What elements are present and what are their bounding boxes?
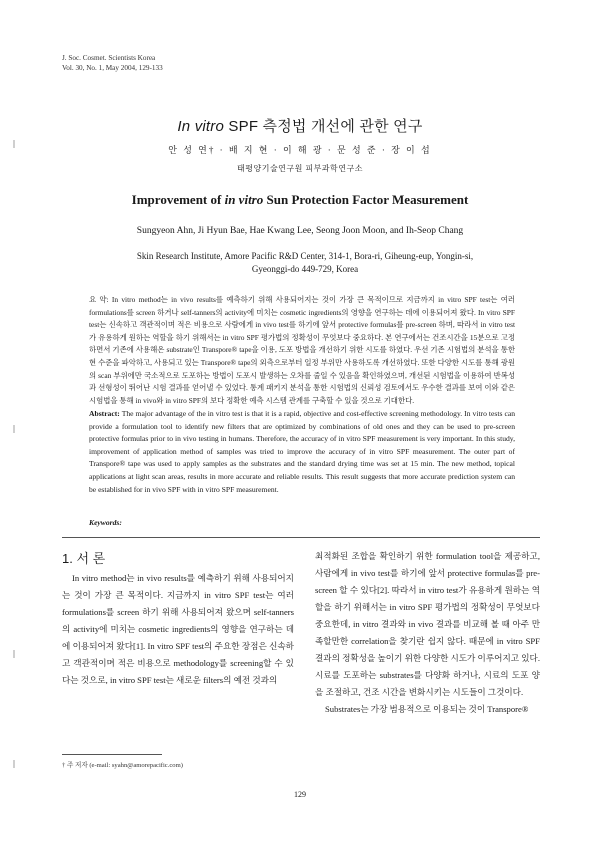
english-abstract-text: The major advantage of the in vitro test is that it is a rapid, objective and cost-effective screening methodology. In vitro tests can provide a formulation tool to identify new filters that are optimized by combinations of old ones and they can be used to pre-screen protective formulas prior to in vivo testing in humans. Therefore, the accuracy of in vitro SPF measurement is very important. In this study, improvement of application method of samples was tried to improve the accuracy of in vitro SPF measurement. The outer part of Transpore® tape was used to apply samples as the substrates and the standard drying time was set at 15 min. The new method, topical applications at light scan areas, results in more accurate and reliable results. This result suggests that more accurate prediction system can be established for in vivo SPF with in vitro SPF measurement. <box>89 409 515 494</box>
korean-title-rest: SPF 측정법 개선에 관한 연구 <box>224 118 423 135</box>
korean-title <box>0 115 600 136</box>
english-title-italic: in vitro <box>224 192 264 207</box>
korean-abstract-text: In vitro method는 in vivo results를 예측하기 위해 사용되어지는 것이 가장 큰 목적이므로 지금까지 in vitro SPF test는 여러 formulations를 screen 하거나 self-tanners의 activity에 미치는 cosmetic ingredients의 영향을 연구하는 데에 이용되어져 왔다. In vitro SPF test는 신속하고 객관적이며 적은 비용으로 사람에게 in vivo test를 하기에 앞서 protective formulas를 pre-screen 하며, 따라서 in vitro test가 유용하게 원하는 역할을 하기 위해서는 in vitro SPF 평가법의 정확성이 무엇보다 중요하다. 본 연구에서는 건조시간을 15분으로 고정하면서 기존에 사용해온 substrate인 Transpore® tape을 이용, 도포 방법을 개선하기 위한 시도를 하였다. 우선 기존 시험법의 분석을 통한 현 수준을 파악하고, 사용되고 있는 Transpore® tape의 외측으로부터 일정 부위만 사용하도록 개선하였다. 또한 다양한 시도를 통해 광원의 scan 부위에만 국소적으로 도포하는 방법이 도포시 발생하는 오차를 줄일 수 있음을 확인하였으며, 개선된 시험법을 이용하여 반복성과 선형성이 뛰어난 시험 결과를 얻어낼 수 있었다. 통계 패키지 분석을 통한 시험법의 신뢰성 검토에서도 우수한 결과를 보여 이와 같은 시험법을 통해 in vivo와 in vitro SPF의 보다 정확한 예측 시스템 관계를 구축할 수 있을 것으로 기대한다. <box>89 295 516 405</box>
corresponding-author-footnote: † 주 저자 (e-mail: syahn@amorepacific.com) <box>62 762 183 769</box>
english-title-pre: Improvement of <box>131 192 225 207</box>
footnote-rule <box>62 754 162 755</box>
korean-authors: 안 성 연† · 배 지 현 · 이 해 광 · 문 성 준 · 장 이 섭 <box>168 145 432 155</box>
binding-hole-mark <box>13 650 15 658</box>
keywords-label: Keywords: <box>89 518 122 527</box>
section-heading-introduction: 1. 서 론 <box>62 551 106 566</box>
intro-paragraph-2: 최적화된 조합을 확인하기 위한 formulation tool을 제공하고, 사람에게 in vivo test를 하기에 앞서 protective formulas를 pre-screen 할 수 있다[2]. 따라서 in vitro test가 유용하게 원하는 역할을 하기 위해서는 in vitro SPF 평가법의 정확성이 무엇보다 중요한데, in vitro 결과와 in vivo 결과를 비교해 볼 때 아주 만족할만한 correlation을 찾기란 쉽지 않다. 때문에 in vitro SPF 결과의 정확성을 높이기 위한 다양한 시도가 이루어지고 있다. 시료를 도포하는 substrates를 다양화 하거나, 시료의 도포 양을 조절하고, 건조 시간을 변화시키는 시도들이 그것이다. <box>315 551 540 697</box>
intro-paragraph-3: Substrates는 가장 범용적으로 이용되는 것이 Transpore® <box>325 704 529 714</box>
english-affiliation-line2: Gyeonggi-do 449-729, Korea <box>251 264 359 274</box>
journal-citation <box>62 54 163 73</box>
english-authors: Sungyeon Ahn, Ji Hyun Bae, Hae Kwang Lee, Seong Joon Moon, and Ih-Seop Chang <box>136 226 464 236</box>
korean-affiliation: 태평양기술연구원 피부과학연구소 <box>237 164 363 173</box>
journal-name: J. Soc. Cosmet. Scientists Korea <box>62 54 156 62</box>
english-abstract-label: Abstract: <box>89 409 120 418</box>
intro-right-column <box>315 548 540 718</box>
binding-hole-mark <box>13 425 15 433</box>
korean-abstract <box>89 294 515 407</box>
page-number: 129 <box>294 790 306 799</box>
intro-left-column <box>62 570 294 689</box>
english-affiliation-line1: Skin Research Institute, Amore Pacific R&D Center, 314-1, Bora-ri, Giheung-eup, Yongin-si, <box>136 251 474 261</box>
section-divider <box>62 537 540 538</box>
english-abstract <box>89 408 515 496</box>
binding-hole-mark <box>13 140 15 148</box>
english-title-post: Sun Protection Factor Measurement <box>263 192 469 207</box>
binding-hole-mark <box>13 760 15 768</box>
journal-volume: Vol. 30, No. 1, May 2004, 129-133 <box>62 63 163 72</box>
korean-abstract-label: 요 약: <box>89 295 109 304</box>
english-affiliation <box>120 250 490 276</box>
english-title <box>0 192 600 208</box>
korean-title-italic: In vitro <box>177 118 225 135</box>
intro-paragraph-1: In vitro method는 in vivo results를 예측하기 위해 사용되어지는 것이 가장 큰 목적이다. 지금까지 in vitro SPF test는 여러 formulations를 screen 하기 위해 사용되어져 왔으며 self-tanners의 activity에 미치는 cosmetic ingredients의 영향을 연구하는 데에 이용되어져 왔다[1]. In vitro SPF test의 주요한 장점은 신속하고 객관적이며 적은 비용으로 methodology를 screening할 수 있다는 것으로, in vitro SPF test는 새로운 filters의 예전 것과의 <box>62 573 294 685</box>
